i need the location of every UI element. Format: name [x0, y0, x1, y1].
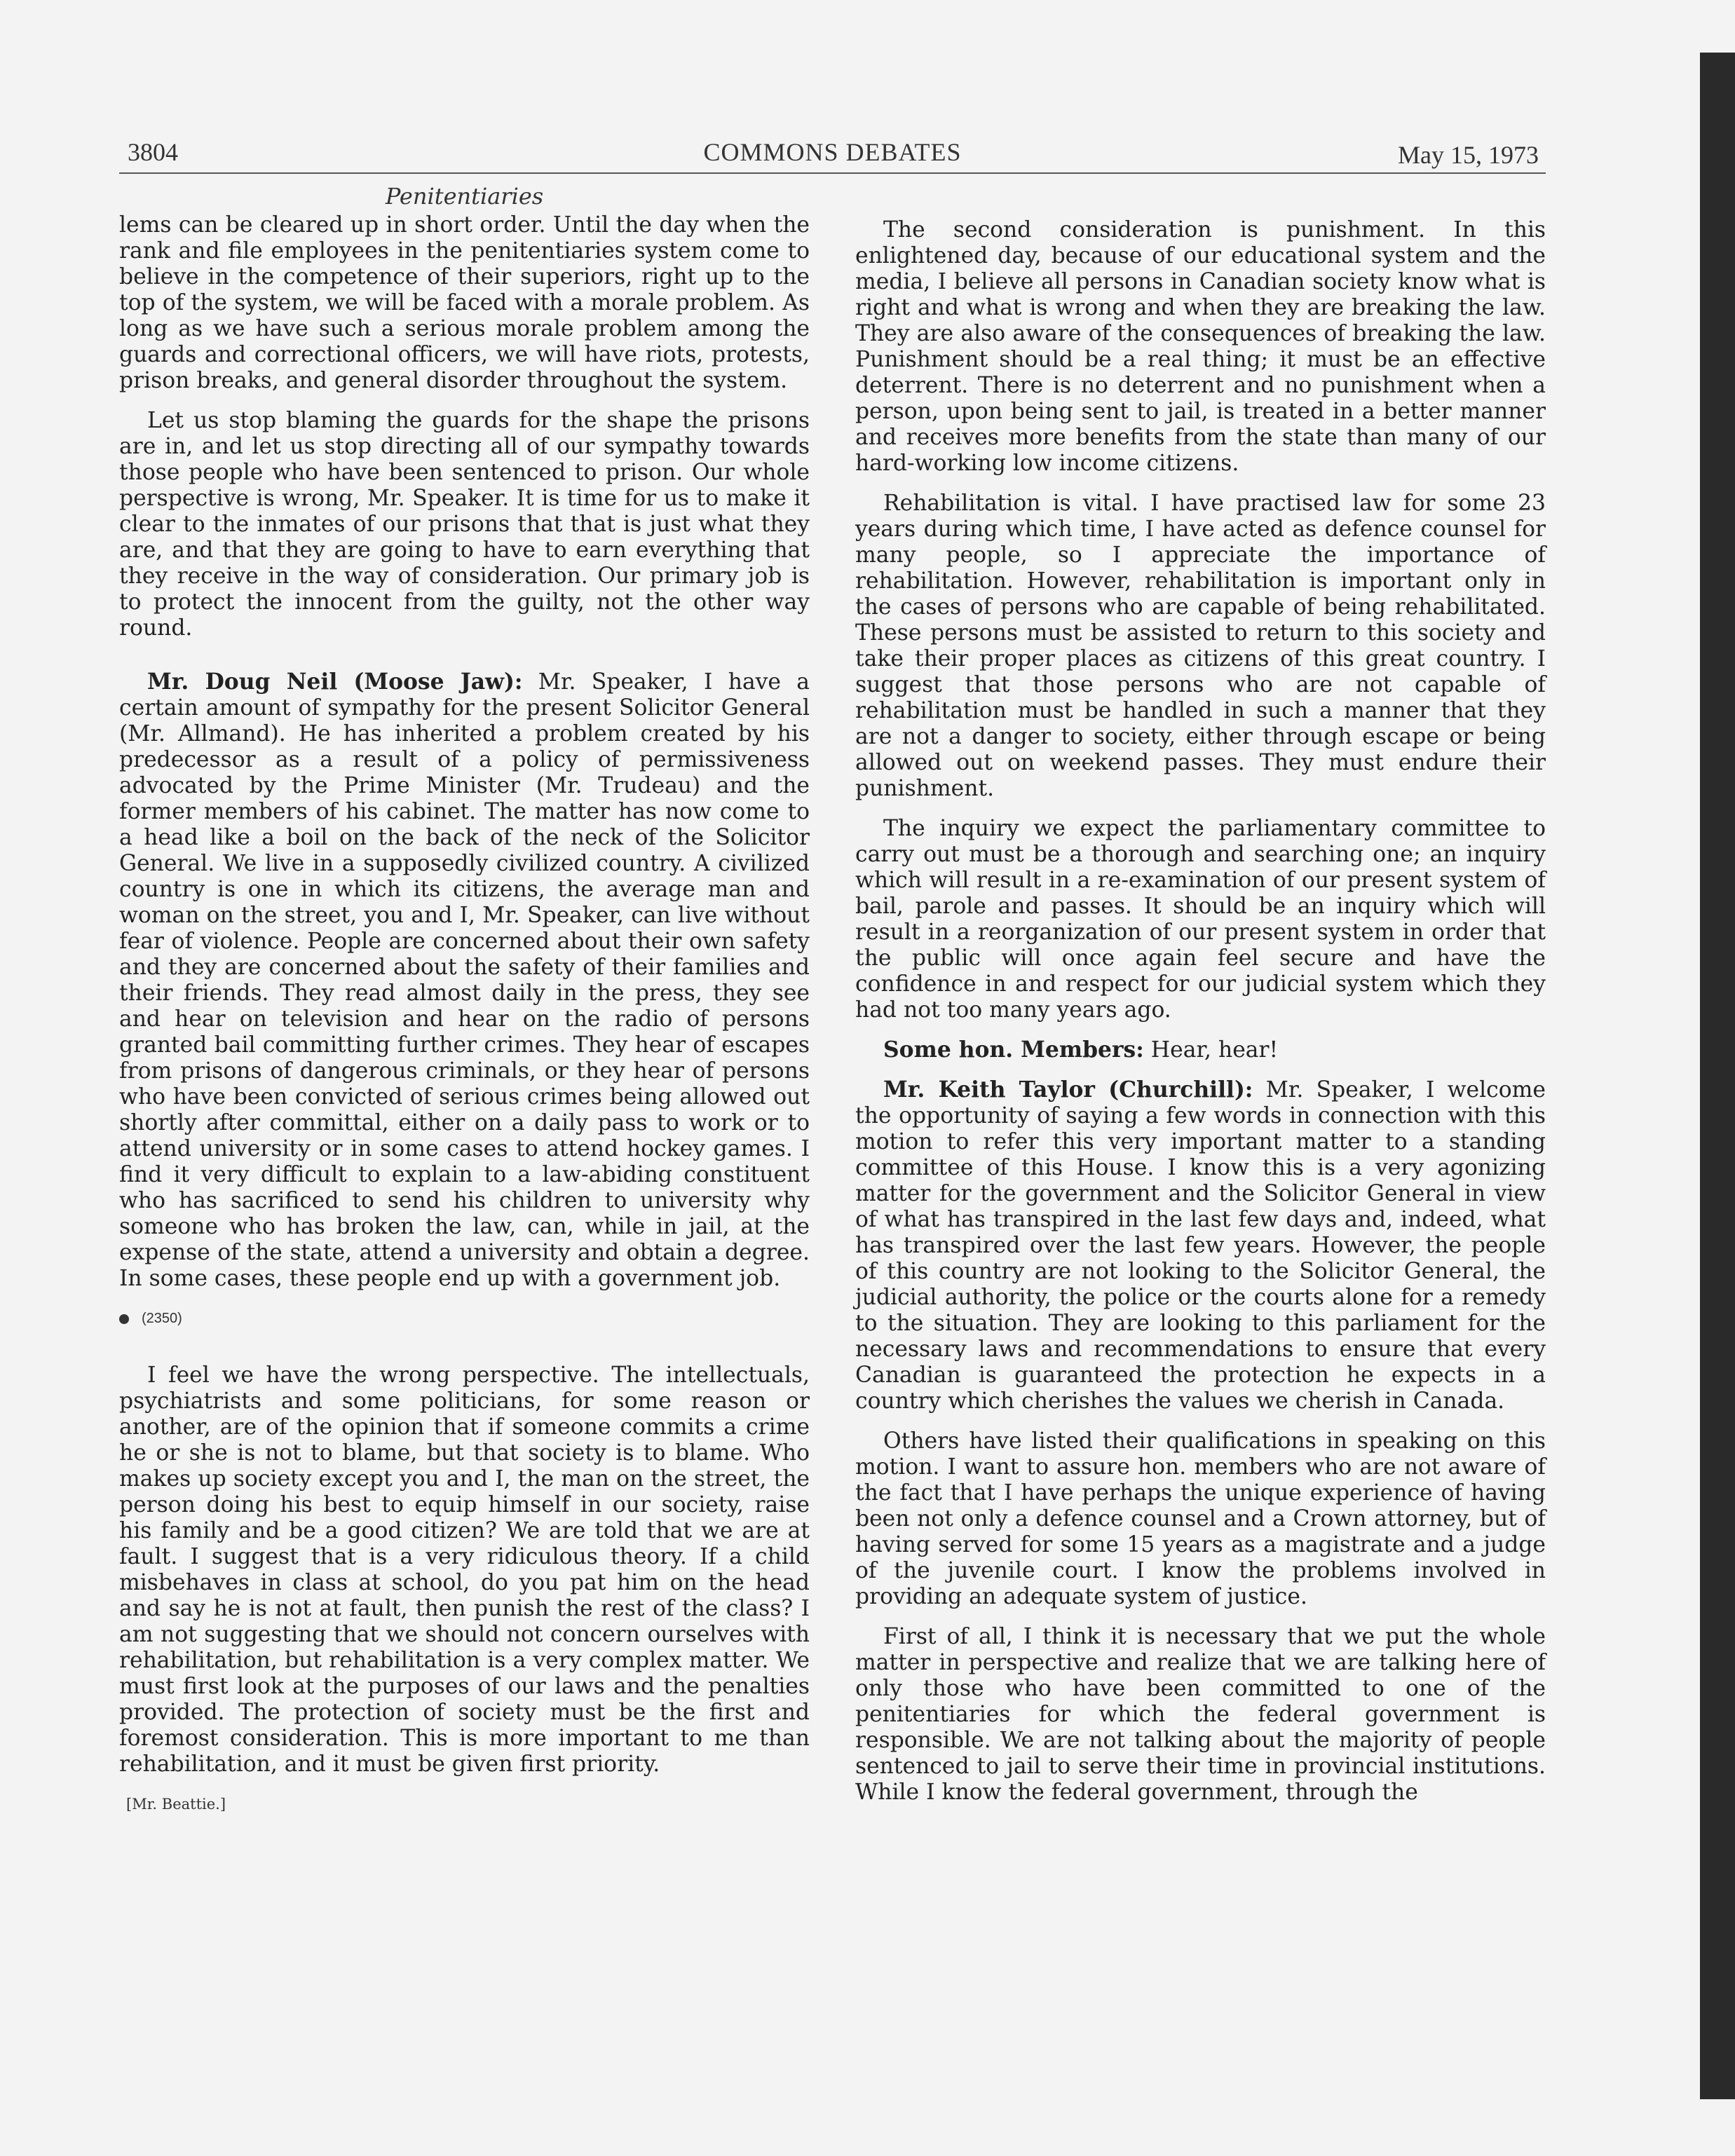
scan-edge-shadow	[1700, 53, 1735, 2099]
paragraph: The inquiry we expect the parliamentary committee to carry out must be a thorough and searching one; an inquiry which will result in a re-examination of our present system of bail, parole and passes. It should be an inquiry which will result in a reorganization of our present system in order that the public will once again feel secure and have the confidence in and respect for our judicial system which they had not too many years ago.	[855, 816, 1546, 1023]
time-marker	[119, 1306, 810, 1332]
speaker-name: Mr. Doug Neil (Moose Jaw):	[147, 669, 523, 695]
speaker-name: Some hon. Members:	[883, 1037, 1144, 1063]
document-page	[119, 133, 1546, 1813]
speech-text: Mr. Speaker, I welcome the opportunity of saying a few words in connection with this motion to refer this very important matter to a standing committee of this House. I know this is a very agonizing matter for the government and the Solicitor General in view of what has transpired in the last few days and, indeed, what has transpired over the last few years. However, the people of this country are not looking to the Solicitor General, the judicial authority, the police or the courts alone for a remedy to the situation. They are looking to this parliament for the necessary laws and recommendations to ensure that every Canadian is guaranteed the protection he expects in a country which cherishes the values we cherish in Canada.	[855, 1077, 1546, 1414]
paragraph: lems can be cleared up in short order. Until the day when the rank and file employees in the penitentiaries system come to believe in the competence of their superiors, right up to the top of the system, we will be faced with a morale problem. As long as we have such a serious morale problem among the guards and correctional officers, we will have riots, protests, prison breaks, and general disorder throughout the system.	[119, 212, 810, 393]
speech-text: Mr. Speaker, I have a certain amount of sympathy for the present Solicitor General (Mr. Allmand). He has inherited a problem created by his predecessor as a result of a policy of permissiveness advocated by the Prime Minister (Mr. Trudeau) and the former members of his cabinet. The matter has now come to a head like a boil on the back of the neck of the Solicitor General. We live in a supposedly civilized country. A civilized country is one in which its citizens, the average man and woman on the street, you and I, Mr. Speaker, can live without fear of violence. People are concerned about their own safety and they are concerned about the safety of their families and their friends. They read almost daily in the press, they see and hear on television and hear on the radio of persons granted bail committing further crimes. They hear of escapes from prisons of dangerous criminals, or they hear of persons who have been convicted of serious crimes being allowed out shortly after committal, either on a daily pass to work or to attend university or in some cases to attend hockey games. I find it very difficult to explain to a law-abiding constituent who has sacrificed to send his children to university why someone who has broken the law, can, while in jail, at the expense of the state, attend a university and obtain a degree. In some cases, these people end up with a government job.	[119, 669, 810, 1291]
paragraph: Others have listed their qualifications in speaking on this motion. I want to assure hon. members who are not aware of the fact that I have perhaps the unique experience of having been not only a defence counsel and a Crown attorney, but of having served for some 15 years as a magistrate and a judge of the juvenile court. I know the problems involved in providing an adequate system of justice.	[855, 1428, 1546, 1609]
bullet-dot-icon	[119, 1314, 129, 1324]
paragraph: Rehabilitation is vital. I have practised law for some 23 years during which time, I have acted as defence counsel for many people, so I appreciate the importance of rehabilitation. However, rehabilitation is important only in the cases of persons who are capable of being rehabilitated. These persons must be assisted to return to this society and take their proper places as citizens of this great country. I suggest that those persons who are not capable of rehabilitation must be handled in such a manner that they are not a danger to society, either through escape or being allowed out on weekend passes. They must endure their punishment.	[855, 491, 1546, 801]
speech-paragraph	[855, 1037, 1546, 1063]
footer-reference: [Mr. Beattie.]	[126, 1796, 226, 1813]
speech-paragraph	[119, 669, 810, 1292]
paragraph: Let us stop blaming the guards for the shape the prisons are in, and let us stop directing all of our sympathy towards those people who have been sentenced to prison. Our whole perspective is wrong, Mr. Speaker. It is time for us to make it clear to the inmates of our prisons that that is just what they are, and that they are going to have to earn everything that they receive in the way of consideration. Our primary job is to protect the innocent from the guilty, not the other way round.	[119, 408, 810, 641]
page-number: 3804	[128, 138, 178, 166]
page-header	[119, 133, 1546, 174]
right-column	[855, 178, 1546, 1820]
paragraph: I feel we have the wrong perspective. The intellectuals, psychiatrists and some politicians, for some reason or another, are of the opinion that if someone commits a crime he or she is not to blame, but that society is to blame. Who makes up society except you and I, the man on the street, the person doing his best to equip himself in our society, raise his family and be a good citizen? We are told that we are at fault. I suggest that is a very ridiculous theory. If a child misbehaves in class at school, do you pat him on the head and say he is not at fault, then punish the rest of the class? I am not suggesting that we should not concern ourselves with rehabilitation, but rehabilitation is a very complex matter. We must first look at the purposes of our laws and the penalties provided. The protection of society must be the first and foremost consideration. This is more important to me than rehabilitation, and it must be given first priority.	[119, 1363, 810, 1777]
speech-text: Hear, hear!	[1143, 1037, 1279, 1063]
subject-heading: Penitentiaries	[385, 183, 544, 210]
publication-date: May 15, 1973	[1398, 141, 1539, 169]
time-marker-label: (2350)	[142, 1311, 182, 1326]
left-column	[119, 178, 810, 1817]
speech-paragraph	[855, 1077, 1546, 1414]
paragraph: The second consideration is punishment. In this enlightened day, because of our educational system and the media, I believe all persons in Canadian society know what is right and what is wrong and when they are breaking the law. They are also aware of the consequences of breaking the law. Punishment should be a real thing; it must be an effective deterrent. There is no deterrent and no punishment when a person, upon being sent to jail, is treated in a better manner and receives more benefits from the state than many of our hard-working low income citizens.	[855, 217, 1546, 476]
paragraph: First of all, I think it is necessary that we put the whole matter in perspective and realize that we are talking here of only those who have been committed to one of the penitentiaries for which the federal government is responsible. We are not talking about the majority of people sentenced to jail to serve their time in provincial institutions. While I know the federal government, through the	[855, 1624, 1546, 1805]
speaker-name: Mr. Keith Taylor (Churchill):	[883, 1077, 1253, 1103]
publication-title: COMMONS DEBATES	[703, 138, 962, 166]
